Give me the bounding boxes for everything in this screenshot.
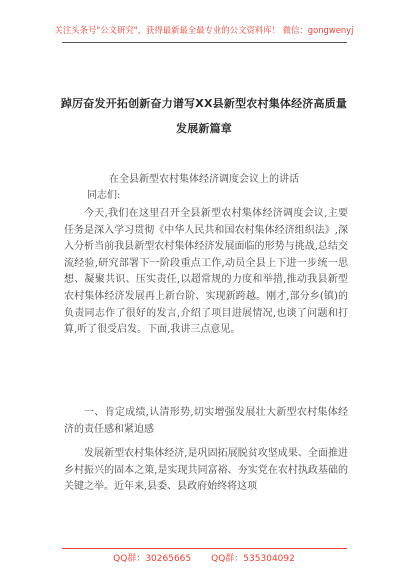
document-title-line2: 发展新篇章 xyxy=(176,122,232,135)
paragraph-intro: 今天,我们在这里召开全县新型农村集体经济调度会议,主要任务是深入学习贯彻《中华人民共和国农村集体经济组织法》,深入分析当前我县新型农村集体经济发展面临的形势与挑战,总结交流经验,研究部署下一阶段重点工作,动员全县上下进一步统一思想、凝聚共识、压实责任,以超常规的力度和举措,推动我县新型农村集体经济发展再上新台阶、实现新跨越。刚才,部分乡(镇)的负责同志作了很好的发言,介绍了项目进展情况,也谈了问题和打算,听了很受启发。下面,我讲三点意见。 xyxy=(64,208,348,336)
salutation: 同志们: xyxy=(87,190,121,201)
header-divider xyxy=(62,42,347,43)
header-note: 关注头条号"公文研究"，获得最新最全最专业的公文资料库！ 微信：gongwenyj xyxy=(54,25,354,35)
section-heading-1: 一、肯定成绩,认清形势,切实增强发展壮大新型农村集体经济的责任感和紧迫感 xyxy=(64,407,348,435)
footer-qq-group-1: QQ群：30265665 xyxy=(113,554,192,564)
paragraph-body: 发展新型农村集体经济,是巩固拓展脱贫攻坚成果、全面推进乡村振兴的固本之策,是实现共同富裕、夯实党在农村执政基础的关键之举。近年来,县委、县政府始终将这项 xyxy=(64,448,348,493)
footer-divider xyxy=(62,548,347,549)
document-title-line1: 踔厉奋发开拓创新奋力谱写XX县新型农村集体经济高质量 xyxy=(60,97,348,110)
document-subtitle: 在全县新型农村集体经济调度会议上的讲话 xyxy=(109,174,299,185)
footer-qq-group-2: QQ群：535304092 xyxy=(211,554,295,564)
footer xyxy=(0,551,408,564)
